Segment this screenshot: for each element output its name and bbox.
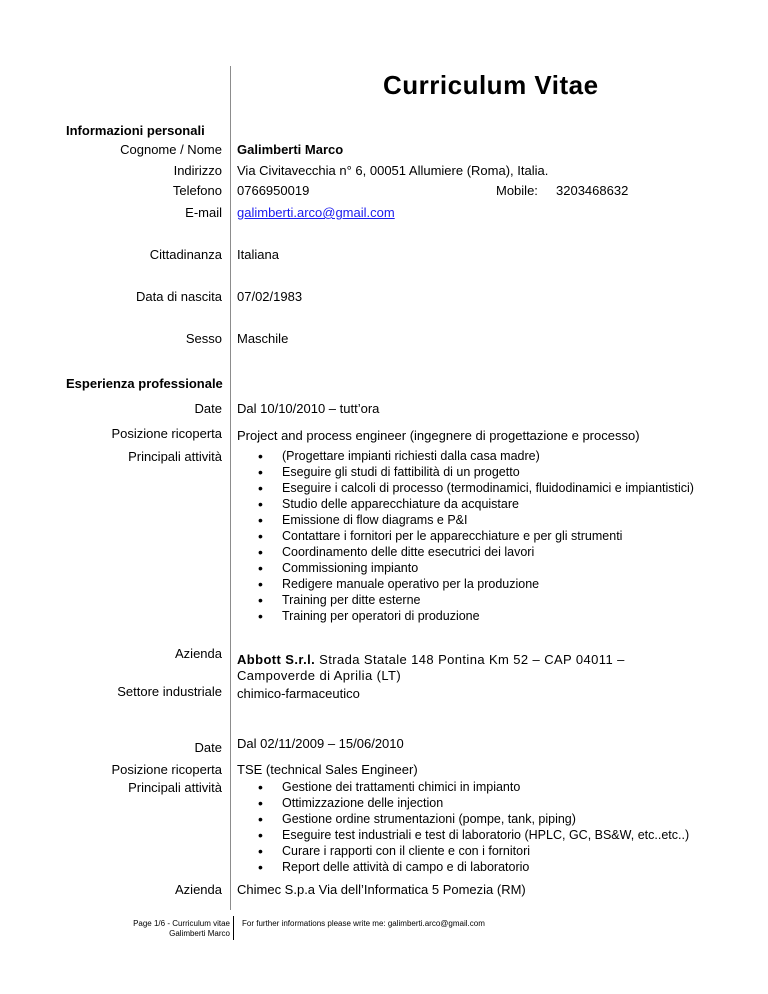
list-item: • Curare i rapporti con il cliente e con i fornitori (250, 843, 689, 859)
job1-company-label: Azienda (175, 646, 222, 661)
job1-date-label: Date (194, 401, 222, 416)
list-item: • Eseguire test industriali e test di laboratorio (HPLC, GC, BS&W, etc..etc..) (250, 827, 689, 843)
list-item: • Gestione ordine strumentazioni (pompe, tank, piping) (250, 811, 689, 827)
footer-divider (233, 916, 234, 940)
job1-company-name: Abbott S.r.l. (237, 652, 316, 667)
address-label: Indirizzo (173, 163, 222, 178)
list-item: • Ottimizzazione delle injection (250, 795, 689, 811)
footer-page-info (133, 919, 230, 939)
footer-note: For further informations please write me: galimberti.arco@gmail.com (242, 919, 485, 928)
list-item: • Gestione dei trattamenti chimici in impianto (250, 779, 689, 795)
job1-activities-label: Principali attività (128, 449, 222, 464)
job2-position: TSE (technical Sales Engineer) (237, 762, 418, 777)
job2-position-label: Posizione ricoperta (111, 762, 222, 777)
sex-label: Sesso (185, 331, 222, 346)
section-experience: Esperienza professionale (66, 376, 223, 391)
job1-company-address2: Campoverde di Aprilia (LT) (237, 668, 402, 683)
address-value: Via Civitavecchia n° 6, 00051 Allumiere (Roma), Italia. (237, 163, 549, 178)
job1-sector: chimico-farmaceutico (237, 686, 360, 701)
job1-position-label: Posizione ricoperta (111, 426, 222, 441)
section-personal-info: Informazioni personali (66, 123, 205, 138)
birth-label: Data di nascita (136, 289, 222, 304)
job2-company: Chimec S.p.a Via dell’Informatica 5 Pomezia (RM) (237, 882, 526, 897)
list-item: • Training per operatori di produzione (250, 608, 694, 624)
job2-company-label: Azienda (175, 882, 222, 897)
name-value: Galimberti Marco (237, 142, 344, 157)
list-item: • Eseguire gli studi di fattibilità di un progetto (250, 464, 694, 480)
footer-author: Galimberti Marco (169, 929, 230, 938)
footer-page: Page 1/6 - Curriculum vitae (133, 919, 230, 928)
job1-company-address: Strada Statale 148 Pontina Km 52 – CAP 04011 – (315, 652, 625, 667)
mobile-value: 3203468632 (556, 183, 629, 198)
job2-activities-list (250, 779, 689, 875)
job1-company (237, 652, 625, 684)
phone-value: 0766950019 (237, 183, 310, 198)
job1-activities-list (250, 448, 694, 624)
birth-value: 07/02/1983 (237, 289, 303, 304)
list-item: • Commissioning impianto (250, 560, 694, 576)
email-label: E-mail (185, 205, 222, 220)
job2-activities-label: Principali attività (128, 780, 222, 795)
name-label: Cognome / Nome (120, 142, 222, 157)
list-item: • Emissione di flow diagrams e P&I (250, 512, 694, 528)
job2-date: Dal 02/11/2009 – 15/06/2010 (237, 736, 404, 751)
job1-sector-label: Settore industriale (117, 684, 222, 699)
mobile-label: Mobile: (496, 183, 538, 198)
phone-label: Telefono (172, 183, 222, 198)
list-item: • Training per ditte esterne (250, 592, 694, 608)
list-item: • Studio delle apparecchiature da acquistare (250, 496, 694, 512)
list-item: • Eseguire i calcoli di processo (termodinamici, fluidodinamici e impiantistici) (250, 480, 694, 496)
citizenship-label: Cittadinanza (149, 247, 222, 262)
column-divider (230, 66, 231, 910)
email-link[interactable]: galimberti.arco@gmail.com (237, 205, 395, 220)
list-item: • Report delle attività di campo e di laboratorio (250, 859, 689, 875)
job1-position: Project and process engineer (ingegnere di progettazione e processo) (237, 428, 640, 443)
list-item: • Redigere manuale operativo per la produzione (250, 576, 694, 592)
job1-date: Dal 10/10/2010 – tutt’ora (237, 401, 380, 416)
list-item: • (Progettare impianti richiesti dalla casa madre) (250, 448, 694, 464)
citizenship-value: Italiana (237, 247, 279, 262)
list-item: • Contattare i fornitori per le apparecchiature e per gli strumenti (250, 528, 694, 544)
list-item: • Coordinamento delle ditte esecutrici dei lavori (250, 544, 694, 560)
page-title: Curriculum Vitae (383, 70, 599, 100)
job2-date-label: Date (194, 740, 222, 755)
sex-value: Maschile (237, 331, 289, 346)
